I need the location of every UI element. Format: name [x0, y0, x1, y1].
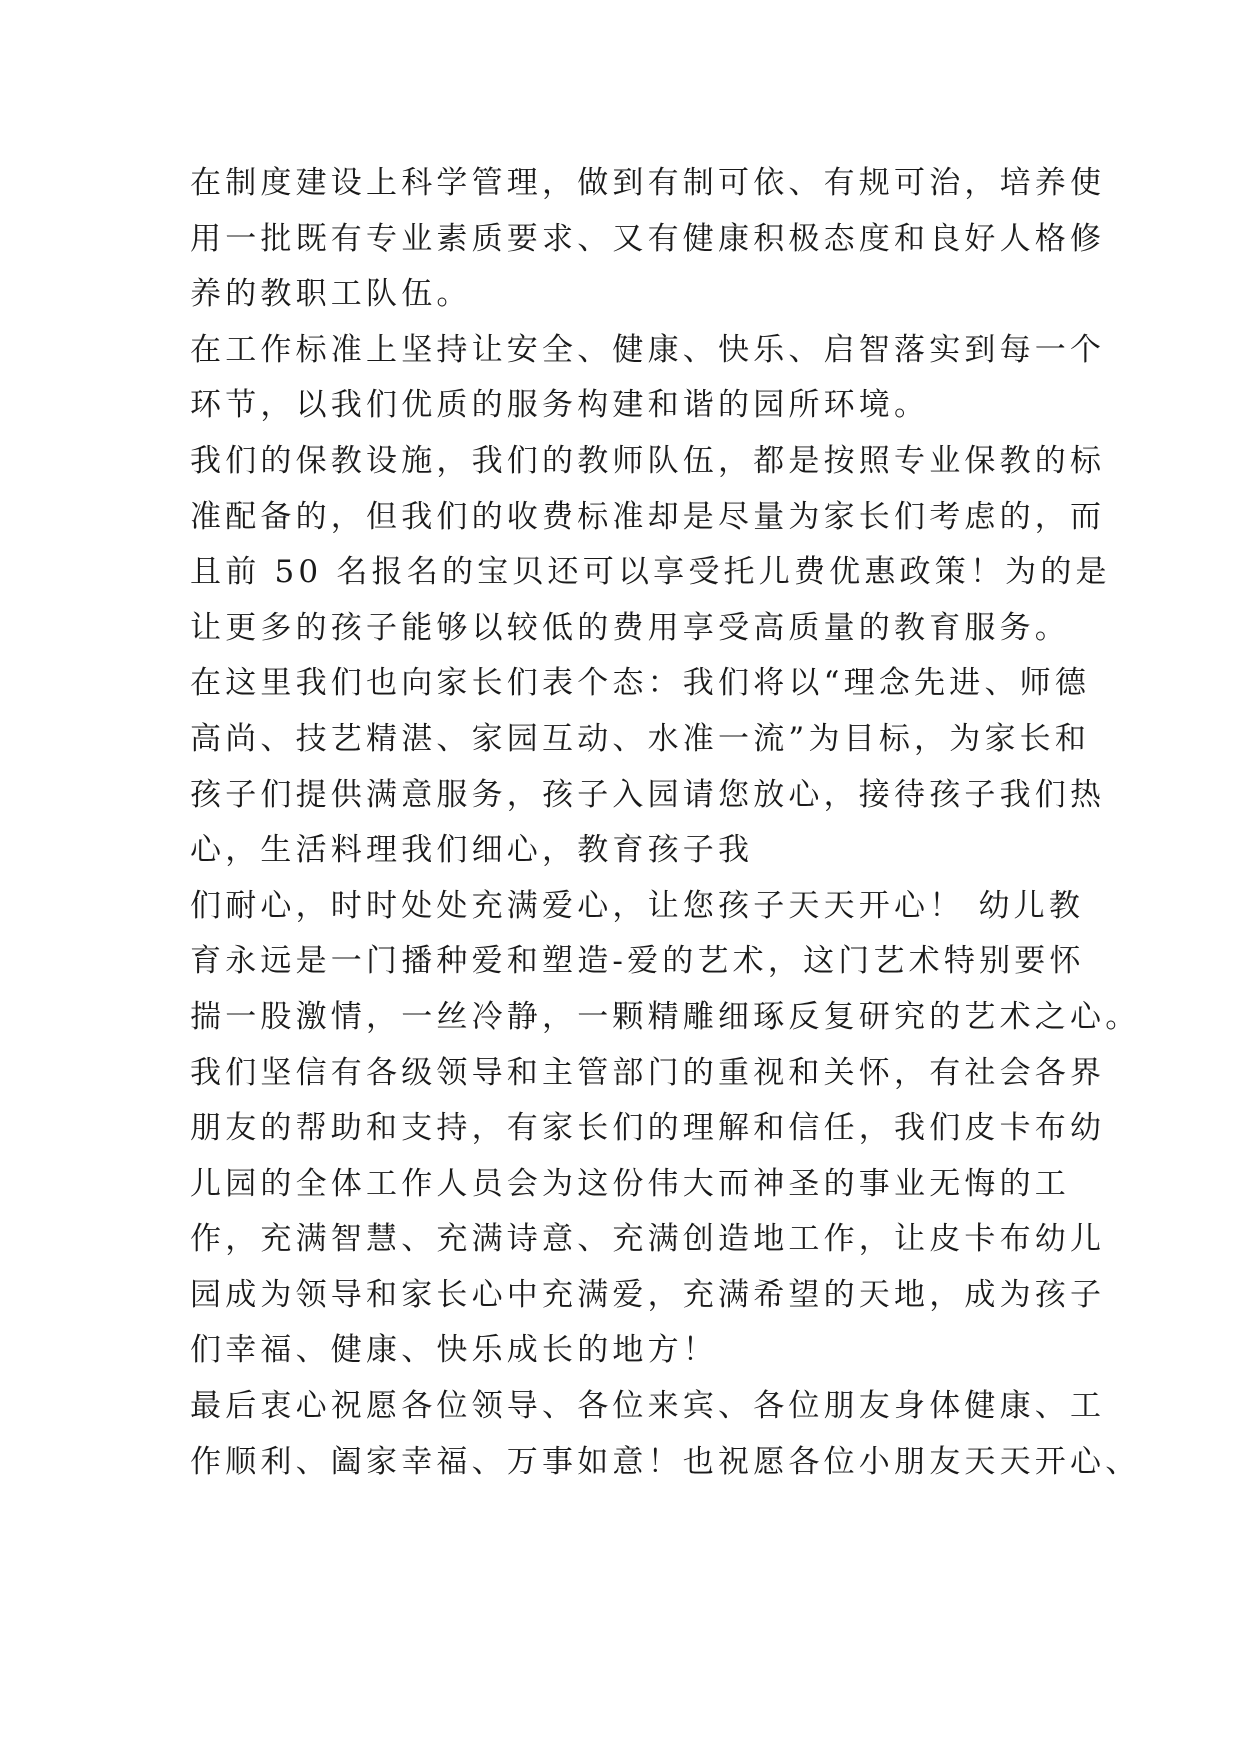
document-body — [190, 156, 1141, 1490]
text-line: 高尚、技艺精湛、家园互动、水准一流”为目标，为家长和 — [190, 720, 1091, 757]
text-line: 心，生活料理我们细心，教育孩子我 — [190, 832, 754, 869]
text-line: 准配备的，但我们的收费标准却是尽量为家长们考虑的，而 — [190, 498, 1106, 535]
text-line: 儿园的全体工作人员会为这份伟大而神圣的事业无悔的工 — [190, 1165, 1070, 1202]
text-line: 我们的保教设施，我们的教师队伍，都是按照专业保教的标 — [190, 442, 1106, 479]
text-line: 在这里我们也向家长们表个态：我们将以“理念先进、师德 — [190, 665, 1091, 702]
text-line: 作，充满智慧、充满诗意、充满创造地工作，让皮卡布幼儿 — [190, 1221, 1106, 1258]
text-line: 环节，以我们优质的服务构建和谐的园所环境。 — [190, 387, 930, 424]
text-line: 在工作标准上坚持让安全、健康、快乐、启智落实到每一个 — [190, 331, 1106, 368]
text-line: 孩子们提供满意服务，孩子入园请您放心，接待孩子我们热 — [190, 776, 1106, 813]
text-line: 最后衷心祝愿各位领导、各位来宾、各位朋友身体健康、工 — [190, 1388, 1106, 1425]
text-line: 揣一股激情，一丝冷静，一颗精雕细琢反复研究的艺术之心。 — [190, 998, 1141, 1035]
text-line: 且前 50 名报名的宝贝还可以享受托儿费优惠政策！为的是 — [190, 554, 1111, 591]
text-line: 在制度建设上科学管理，做到有制可依、有规可治，培养使 — [190, 165, 1106, 201]
text-line: 我们坚信有各级领导和主管部门的重视和关怀，有社会各界 — [190, 1054, 1106, 1091]
text-line: 让更多的孩子能够以较低的费用享受高质量的教育服务。 — [190, 609, 1070, 646]
text-line: 们耐心，时时处处充满爱心，让您孩子天天开心！ 幼儿教 — [190, 887, 1085, 924]
text-line: 用一批既有专业素质要求、又有健康积极态度和良好人格修 — [190, 220, 1106, 257]
text-line: 作顺利、阖家幸福、万事如意！也祝愿各位小朋友天天开心、 — [190, 1443, 1141, 1480]
text-line: 园成为领导和家长心中充满爱，充满希望的天地，成为孩子 — [190, 1276, 1106, 1313]
text-line: 养的教职工队伍。 — [190, 276, 472, 313]
text-line: 们幸福、健康、快乐成长的地方！ — [190, 1332, 718, 1369]
text-line: 朋友的帮助和支持，有家长们的理解和信任，我们皮卡布幼 — [190, 1110, 1106, 1147]
text-line: 育永远是一门播种爱和塑造-爱的艺术，这门艺术特别要怀 — [190, 943, 1085, 980]
